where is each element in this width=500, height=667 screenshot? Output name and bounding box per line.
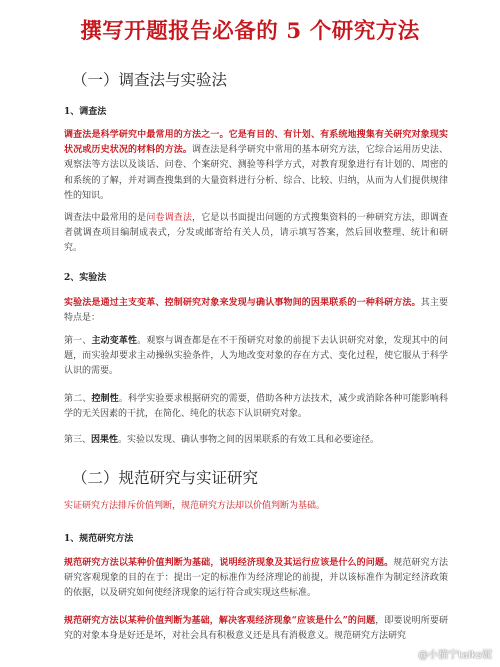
paragraph-feature-two [64, 392, 448, 422]
body-text: 。观察与调查都是在不干预研究对象的前提下去认识研究对象，发现其中的问题，而实验却要求主动操纵实验条件，人为地改变对象的存在方式、变化过程，使它服从于科学认识的需要。 [64, 336, 448, 377]
highlighted-text: 实验法是通过主支变革、控制研究对象来发现与确认事物间的因果联系的一种科研方法。 [64, 298, 421, 308]
body-text: 其主要特点是： [64, 298, 448, 324]
bold-text: 主动变革性 [91, 336, 138, 346]
body-text: ，它是以书面提出问题的方式搜集资料的一种研究方法，即调查者就调查项目编制成表式，分发或邮寄给有关人员，请示填写答案，然后回收整理、统计和研究。 [64, 213, 448, 254]
highlighted-text: 问卷调查法 [146, 213, 193, 223]
paragraph-normative-intro [64, 499, 448, 514]
highlighted-text: 调查法是科学研究中最常用的方法之一。它是有目的、有计划、有系统地搜集有关研究对象现实状况或历史状况的材料的方法。 [64, 130, 448, 156]
paragraph-normative-definition [64, 556, 448, 602]
paragraph-questionnaire [64, 211, 448, 257]
highlighted-text: 实证研究方法排斥价值判断，规范研究方法却以价值判断为基础。 [64, 501, 326, 511]
highlighted-text: 规范研究方法以某种价值判断为基础，说明经济现象及其运行应该是什么的问题。 [64, 558, 394, 568]
sub-heading-normative-method: 1、规范研究方法 [64, 534, 134, 544]
body-text: 第二、 [64, 394, 92, 404]
paragraph-feature-three [64, 433, 448, 448]
paragraph-normative-purpose [64, 614, 448, 644]
body-text: 。实验以发现、确认事物之间的因果联系的有效工具和必要途径。 [118, 435, 380, 445]
section-heading-survey-experiment: （一）调查法与实验法 [72, 71, 228, 89]
body-text: 第一、 [64, 336, 92, 346]
paragraph-experiment-definition [64, 296, 448, 326]
highlighted-text: 规范研究方法以某种价值判断为基础，解决客观经济现象“应该是什么”的问题 [64, 616, 376, 626]
body-text: 。科学实验要求根据研究的需要，借助各种方法技术，减少或消除各种可能影响科学的无关因素的干扰，在简化、纯化的状态下认识研究对象。 [64, 394, 448, 420]
paragraph-feature-one [64, 334, 448, 380]
watermark: @小猫宁talks妮 [418, 650, 492, 661]
paragraph-survey-definition [64, 128, 448, 204]
sub-heading-survey: 1、调查法 [64, 107, 107, 117]
body-text: 第三、 [64, 435, 92, 445]
bold-text: 控制性 [91, 394, 119, 404]
body-text: 调查法中最常用的是 [64, 213, 147, 223]
section-heading-normative-empirical: （二）规范研究与实证研究 [72, 469, 259, 487]
body-text: ，即要说明所要研究的对象本身是好还是坏，对社会具有积极意义还是具有消极意义。规范研究方法研究 [64, 616, 448, 642]
body-text: 调查法是科学研究中常用的基本研究方法，它综合运用历史法、观察法等方法以及谈话、问卷、个案研究、测验等科学方式，对教育现象进行有计划的、周密的和系统的了解，并对调查搜集到的大量资料进行分析、综合、比较、归纳，从而为人们提供规律性的知识。 [64, 145, 448, 201]
page-title: 撰写开题报告必备的 5 个研究方法 [80, 19, 420, 44]
body-text: 规范研究方法研究客观现象的目的在于：提出一定的标准作为经济理论的前提，并以该标准作为制定经济政策的依据，以及研究如何使经济现象的运行符合或实现这些标准。 [64, 558, 448, 599]
sub-heading-experiment: 2、实验法 [64, 273, 107, 283]
bold-text: 因果性 [91, 435, 119, 445]
